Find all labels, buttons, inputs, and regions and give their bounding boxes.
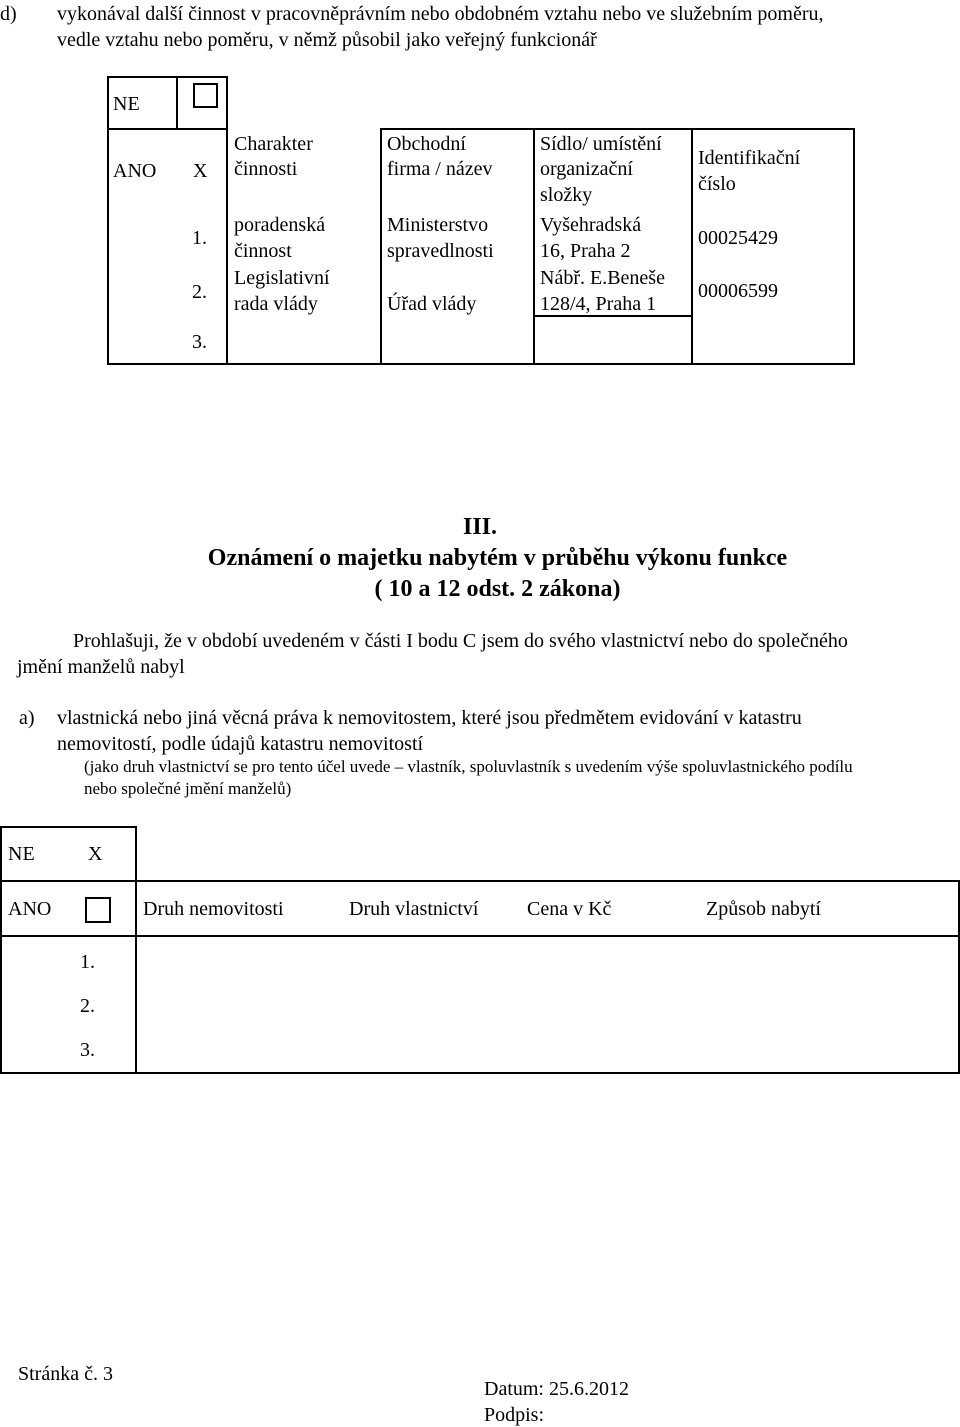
cell-charakter: činnost — [234, 240, 292, 262]
cell-ico: 00006599 — [698, 280, 778, 302]
item-marker: d) — [0, 3, 17, 25]
text-line: nemovitostí, podle údajů katastru nemovitostí — [57, 733, 424, 755]
header-charakter: činnosti — [234, 158, 298, 180]
row-number: 2. — [80, 995, 95, 1017]
header-charakter: Charakter — [234, 133, 313, 155]
header-ico: číslo — [698, 173, 736, 195]
cell-sidlo: 128/4, Praha 1 — [540, 293, 657, 315]
cell-sidlo: 16, Praha 2 — [540, 240, 631, 262]
row-number: 2. — [192, 281, 207, 303]
item-marker: a) — [19, 707, 35, 729]
section-subheading: ( 10 a 12 odst. 2 zákona) — [374, 576, 621, 602]
column-header: Cena v Kč — [527, 898, 612, 920]
cell-firma: spravedlnosti — [387, 240, 494, 262]
ne-label: NE — [8, 843, 35, 865]
cell-sidlo: Vyšehradská — [540, 214, 642, 236]
row-number: 3. — [80, 1039, 95, 1061]
cell-firma: Úřad vlády — [387, 293, 477, 315]
ano-label: ANO — [113, 160, 157, 182]
cell-firma: Ministerstvo — [387, 214, 489, 236]
header-firma: Obchodní — [387, 133, 466, 155]
column-header: Druh vlastnictví — [349, 898, 479, 920]
ano-checkbox[interactable] — [85, 897, 111, 923]
cell-charakter: rada vlády — [234, 293, 318, 315]
ano-mark: X — [193, 160, 208, 182]
section-numeral: III. — [462, 514, 498, 540]
ne-mark: X — [88, 843, 103, 865]
ne-label: NE — [113, 93, 140, 115]
cell-charakter: poradenská — [234, 214, 326, 236]
row-number: 1. — [192, 227, 207, 249]
header-sidlo: Sídlo/ umístění — [540, 133, 662, 155]
header-firma: firma / název — [387, 158, 493, 180]
cell-ico: 00025429 — [698, 227, 778, 249]
header-sidlo: složky — [540, 184, 593, 206]
section-heading: Oznámení o majetku nabytém v průběhu výkonu funkce — [207, 545, 788, 571]
ne-checkbox[interactable] — [193, 83, 218, 108]
date-label: Datum: 25.6.2012 — [484, 1378, 629, 1400]
header-ico: Identifikační — [698, 147, 801, 169]
cell-sidlo: Nábř. E.Beneše — [540, 267, 665, 289]
declaration-line: jmění manželů nabyl — [17, 656, 185, 678]
signature-label: Podpis: — [484, 1404, 545, 1426]
text-line: vedle vztahu nebo poměru, v němž působil jako veřejný funkcionář — [57, 29, 597, 51]
header-sidlo: organizační — [540, 158, 633, 180]
row-number: 1. — [80, 951, 95, 973]
page-number: Stránka č. 3 — [18, 1363, 113, 1385]
declaration-line: Prohlašuji, že v období uvedeném v části I bodu C jsem do svého vlastnictví nebo do společného — [73, 630, 848, 652]
cell-charakter: Legislativní — [234, 267, 330, 289]
column-header: Druh nemovitosti — [143, 898, 284, 920]
row-number: 3. — [192, 331, 207, 353]
column-header: Způsob nabytí — [706, 898, 821, 920]
ano-label: ANO — [8, 898, 52, 920]
note-line: nebo společné jmění manželů) — [84, 779, 292, 798]
note-line: (jako druh vlastnictví se pro tento účel uvede – vlastník, spoluvlastník s uvedením výše spoluvlastnického podílu — [84, 757, 853, 776]
text-line: vlastnická nebo jiná věcná práva k nemovitostem, které jsou předmětem evidování v katastru — [57, 707, 802, 729]
text-line: vykonával další činnost v pracovněprávním nebo obdobném vztahu nebo ve služebním poměru, — [57, 3, 824, 25]
